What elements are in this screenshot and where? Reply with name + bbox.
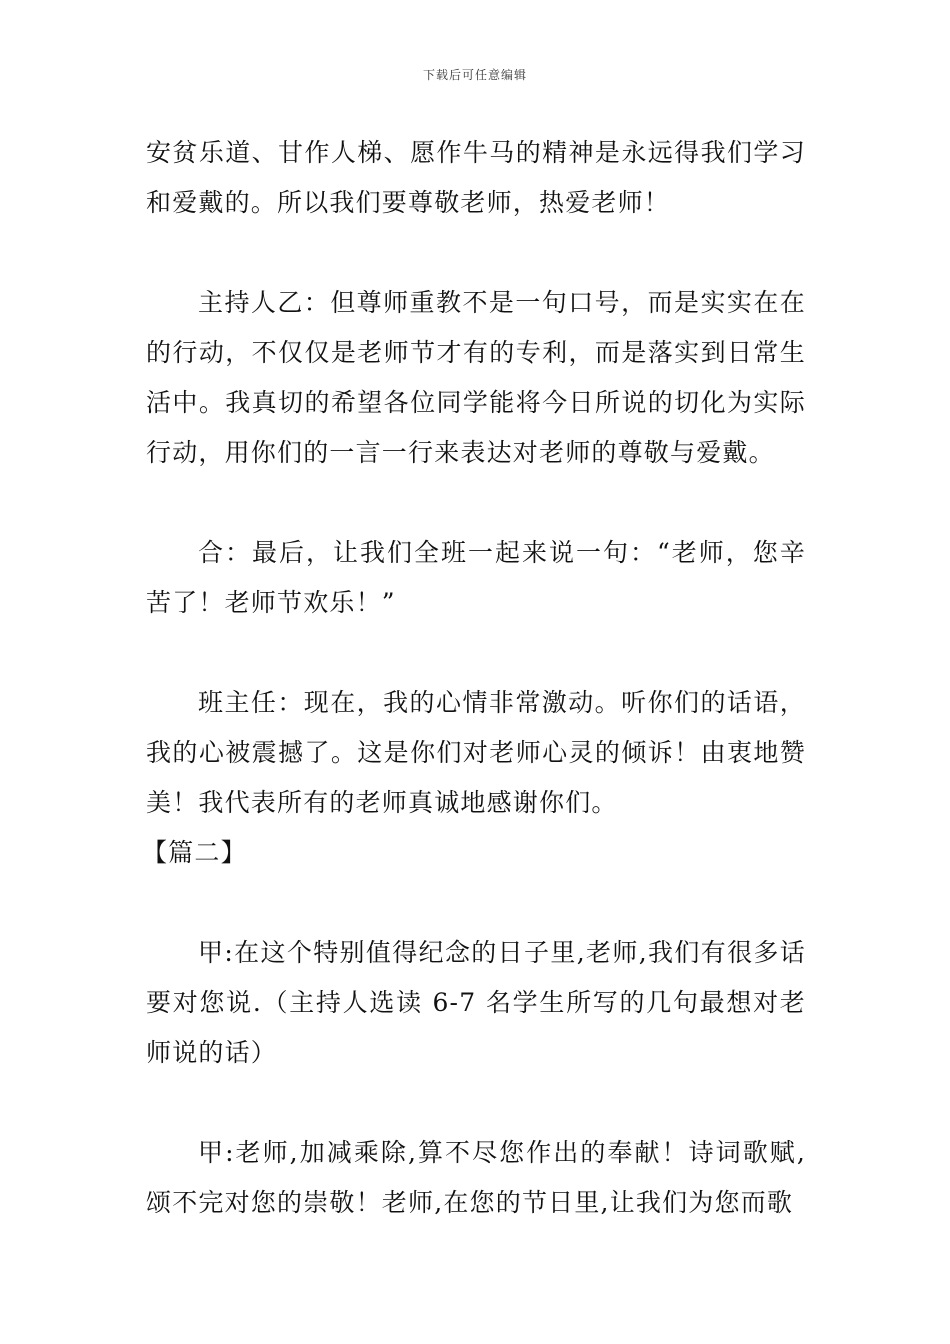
paragraph-jia-2: 甲:老师,加减乘除,算不尽您作出的奉献！诗词歌赋,颂不完对您的崇敬！老师,在您的节日里,让我们为您而歌 <box>146 1138 806 1217</box>
page-header: 下载后可任意编辑 <box>422 68 527 82</box>
paragraph-jia-1: 甲:在这个特别值得纪念的日子里,老师,我们有很多话要对您说.（主持人选读 6-7 名学生所写的几句最想对老师说的话） <box>146 938 806 1067</box>
paragraph-host-b: 主持人乙：但尊师重教不是一句口号，而是实实在在的行动，不仅仅是老师节才有的专利，而是落实到日常生活中。我真切的希望各位同学能将今日所说的切化为实际行动，用你们的一言一行来表达对老师的尊敬与爱戴。 <box>146 288 806 467</box>
paragraph-1: 安贫乐道、甘作人梯、愿作牛马的精神是永远得我们学习和爱戴的。所以我们要尊敬老师，热爱老师！ <box>146 138 806 217</box>
document-body <box>142 128 806 1228</box>
paragraph-together: 合：最后，让我们全班一起来说一句：“老师，您辛苦了！老师节欢乐！” <box>146 538 806 617</box>
section-title: 【篇二】 <box>142 838 247 867</box>
paragraph-head-teacher: 班主任：现在，我的心情非常激动。听你们的话语，我的心被震撼了。这是你们对老师心灵的倾诉！由衷地赞美！我代表所有的老师真诚地感谢你们。 <box>146 688 806 817</box>
